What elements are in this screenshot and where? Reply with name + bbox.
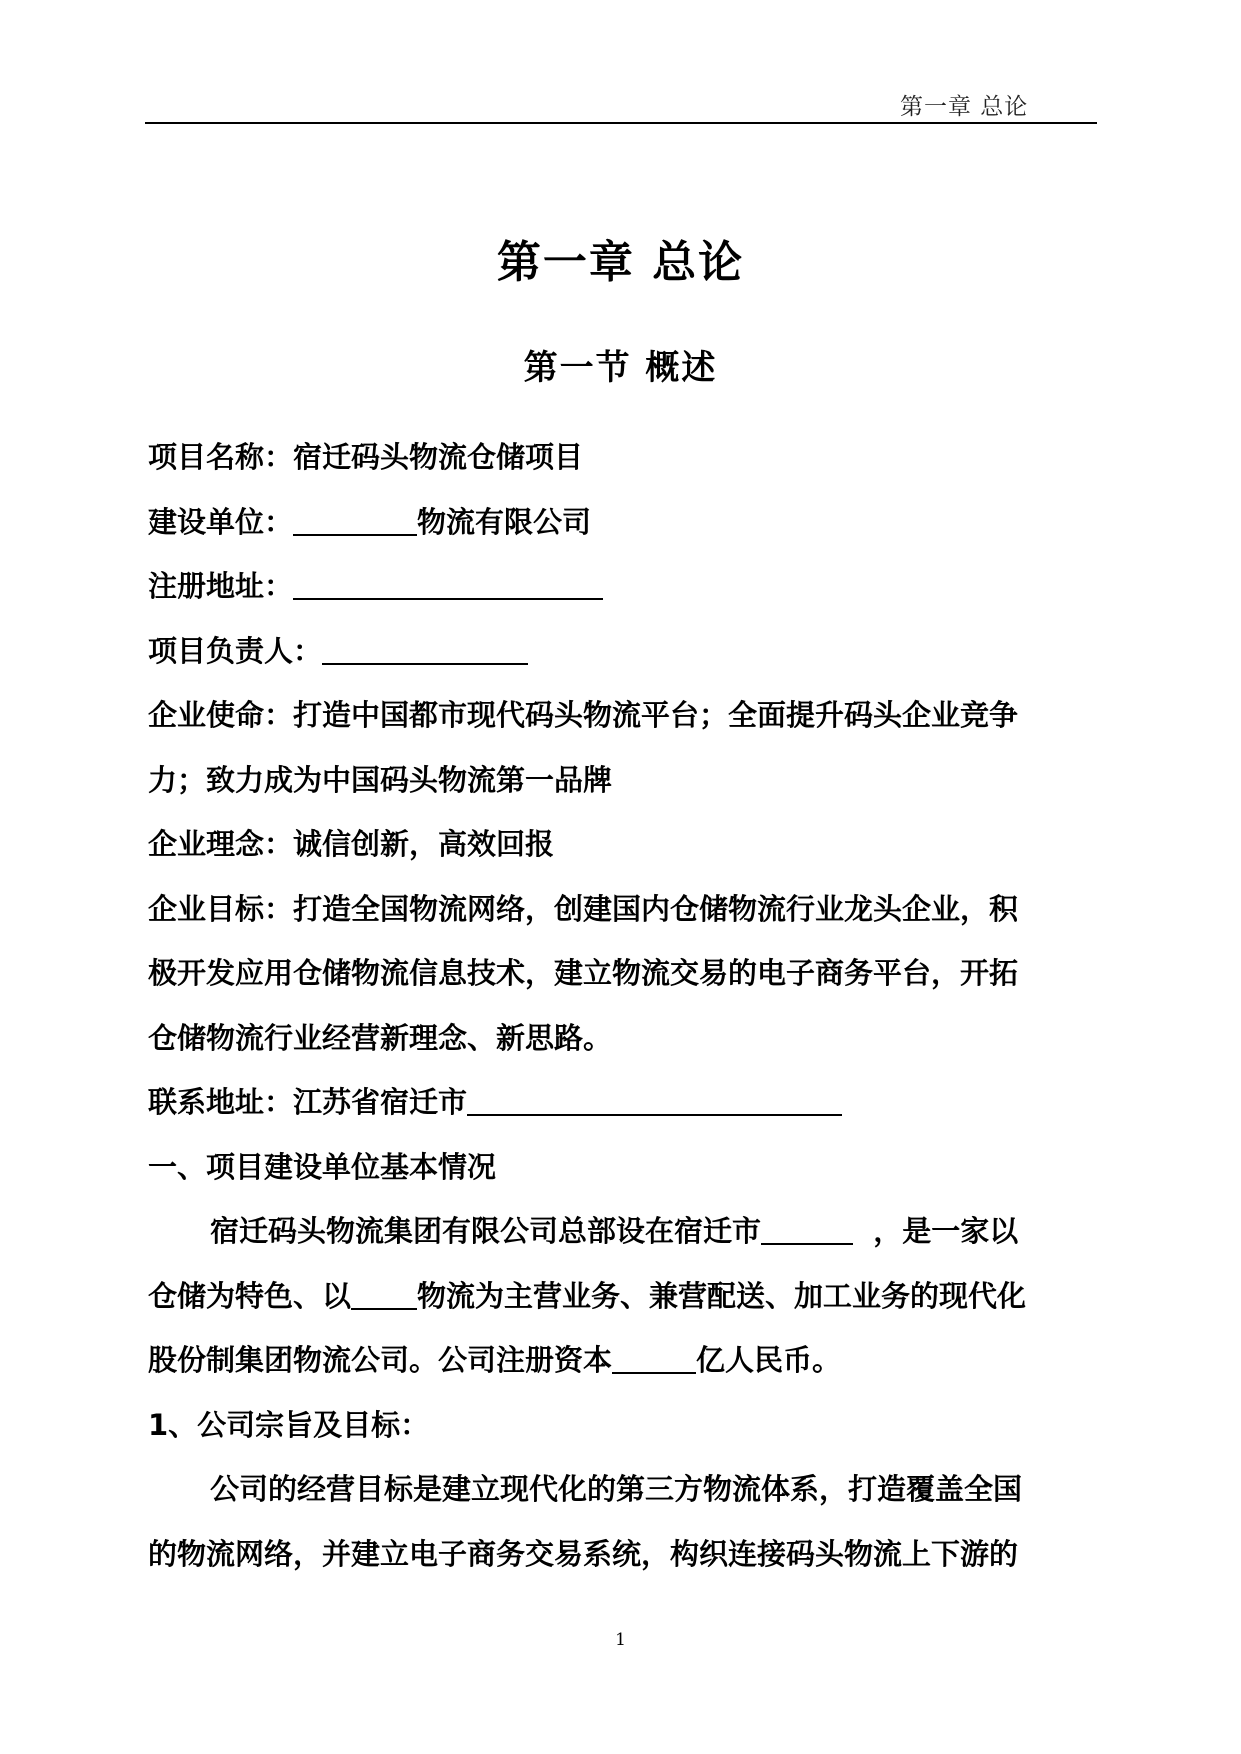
- contact-address-blank: [467, 1084, 842, 1116]
- mission-line-2: 力；致力成为中国码头物流第一品牌: [148, 762, 613, 797]
- builder-blank: [293, 504, 417, 536]
- sub-heading-purpose: 1、公司宗旨及目标：: [148, 1407, 430, 1442]
- purpose-paragraph-line-2: 的物流网络，并建立电子商务交易系统，构织连接码头物流上下游的: [148, 1536, 1019, 1571]
- company-paragraph-line-1: [148, 1199, 1100, 1264]
- running-header: 第一章 总论: [900, 94, 1029, 120]
- registered-address-label: 注册地址：: [148, 569, 294, 603]
- project-leader-blank: [322, 633, 528, 665]
- goal-line-1: 企业目标：打造全国物流网络，创建国内仓储物流行业龙头企业，积: [148, 891, 1019, 926]
- builder-label: 建设单位：: [148, 504, 294, 539]
- builder-suffix: 物流有限公司: [417, 504, 592, 539]
- company-location-text: 宿迁码头物流集团有限公司总部设在宿迁市: [210, 1214, 762, 1248]
- company-capital-text-b: 亿人民币。: [696, 1343, 842, 1377]
- contact-address-line: [148, 1070, 1100, 1135]
- company-business-text-a: 仓储为特色、以: [148, 1278, 352, 1313]
- chapter-title: 第一章 总论: [496, 237, 745, 288]
- page-number: 1: [615, 1630, 626, 1650]
- goal-line-2: 极开发应用仓储物流信息技术，建立物流交易的电子商务平台，开拓: [148, 956, 1019, 990]
- goal-line-3: 仓储物流行业经营新理念、新思路。: [148, 1020, 613, 1055]
- company-location-blank: [761, 1213, 853, 1245]
- company-capital-blank: [612, 1342, 696, 1374]
- document-body: [148, 425, 1100, 1586]
- company-capital-text-a: 股份制集团物流公司。公司注册资本: [148, 1343, 613, 1377]
- section-title: 第一节 概述: [523, 348, 718, 388]
- contact-address-label: 联系地址：江苏省宿迁市: [148, 1085, 468, 1119]
- company-business-blank: [351, 1278, 417, 1310]
- company-business-text-b: 物流为主营业务、兼营配送、加工业务的现代化: [417, 1278, 1027, 1313]
- company-paragraph-line-3: [148, 1328, 1100, 1393]
- mission-line-1: 企业使命：打造中国都市现代码头物流平台；全面提升码头企业竞争: [148, 698, 1019, 732]
- project-leader-label: 项目负责人：: [148, 633, 323, 668]
- section-one-heading: 一、项目建设单位基本情况: [148, 1149, 497, 1184]
- builder-line: [148, 490, 1100, 555]
- project-leader-line: [148, 619, 1100, 684]
- registered-address-blank: [293, 568, 603, 600]
- purpose-paragraph-line-1: 公司的经营目标是建立现代化的第三方物流体系，打造覆盖全国: [210, 1472, 1023, 1506]
- header-rule: [145, 122, 1097, 124]
- registered-address-line: [148, 554, 1100, 619]
- company-paragraph-line-2: [148, 1264, 1100, 1329]
- project-name-line: 项目名称：宿迁码头物流仓储项目: [148, 440, 584, 474]
- philosophy-line: 企业理念：诚信创新，高效回报: [148, 827, 555, 861]
- company-desc-text: ，是一家以: [873, 1214, 1019, 1248]
